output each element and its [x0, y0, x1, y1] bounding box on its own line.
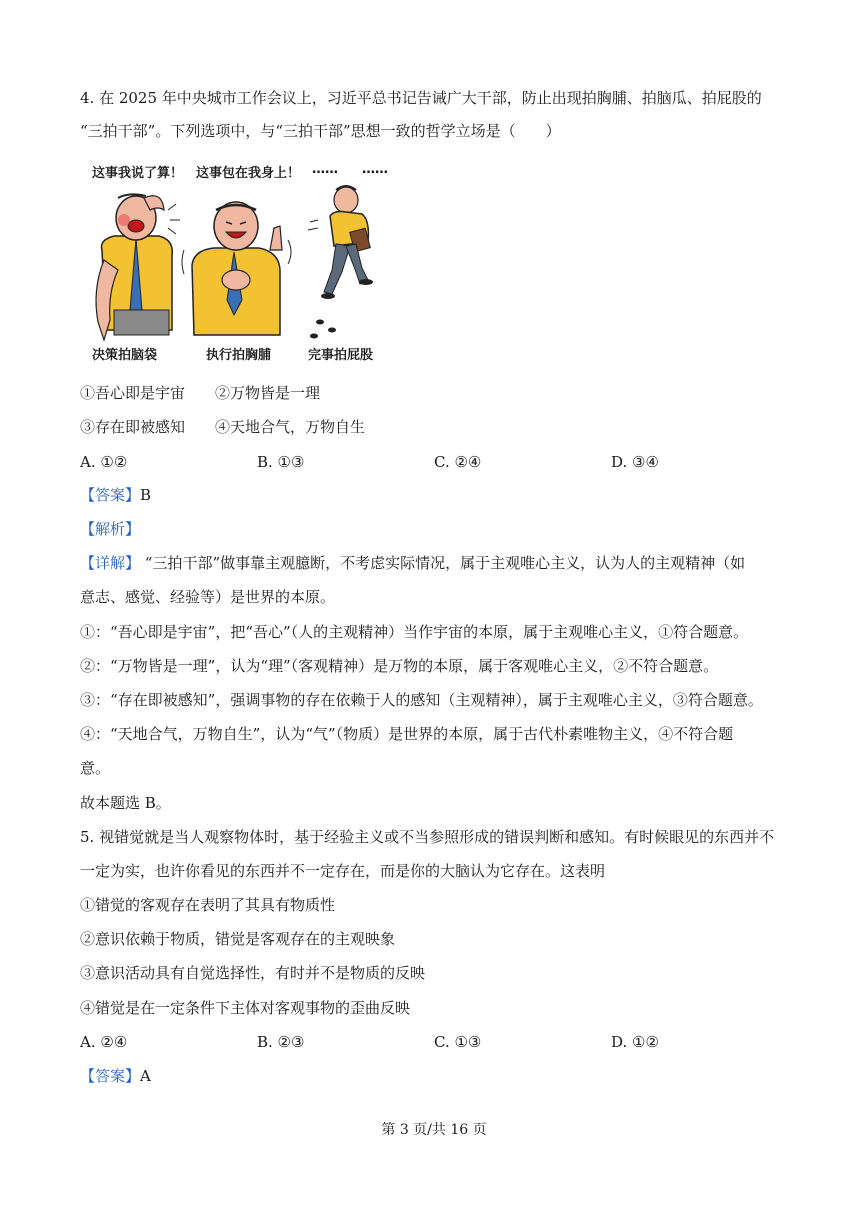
q5-stem-line2: 一定为实，也许你看见的东西并不一定存在，而是你的大脑认为它存在。这表明	[80, 862, 606, 880]
q4-stem-line2: “三拍干部”。下列选项中，与“三拍干部”思想一致的哲学立场是（ ）	[80, 122, 561, 140]
q5-option-b: B. ②③	[257, 1033, 305, 1051]
q5-stem-line1: 5. 视错觉就是当人观察物体时，基于经验主义或不当参照形成的错误判断和感知。有时候眼见的东西并不	[80, 828, 775, 846]
q4-explain-3: ③：“存在即被感知”，强调事物的存在依赖于人的感知（主观精神），属于主观唯心主义，③符合题意。	[80, 691, 763, 709]
answer-value: A	[140, 1067, 151, 1085]
q4-statements-line1: ①吾心即是宇宙 ②万物皆是一理	[80, 384, 321, 402]
q5-option-c: C. ①③	[434, 1033, 482, 1051]
figure-chest-thumper	[182, 202, 291, 335]
cartoon-caption-3: ……	[312, 162, 338, 177]
page-footer: 第 3 页/共 16 页	[381, 1122, 487, 1138]
cartoon-label-1: 决策拍脑袋	[92, 348, 158, 363]
q5-statement-1: ①错觉的客观存在表明了其具有物质性	[80, 896, 336, 914]
q4-answer	[80, 485, 151, 505]
q4-detail-line1	[80, 553, 745, 573]
analysis-tag: 【解析】	[80, 520, 141, 538]
cartoon-caption-4: ……	[362, 162, 388, 177]
q5-option-d: D. ①②	[611, 1033, 659, 1051]
answer-tag: 【答案】	[80, 1067, 141, 1085]
cartoon-label-3: 完事拍屁股	[308, 348, 374, 363]
detail-text-1: “三拍干部”做事靠主观臆断，不考虑实际情况，属于主观唯心主义，认为人的主观精神（如	[144, 554, 746, 572]
q4-detail-line2: 意志、感觉、经验等）是世界的本原。	[80, 588, 336, 606]
q4-option-a: A. ①②	[80, 453, 128, 471]
q5-statement-2: ②意识依赖于物质，错觉是客观存在的主观映象	[80, 930, 396, 948]
q5-answer	[80, 1066, 151, 1086]
q4-conclusion: 故本题选 B。	[80, 794, 171, 812]
three-pats-cartoon	[84, 158, 394, 363]
q4-explain-2: ②：“万物皆是一理”，认为“理”（客观精神）是万物的本原，属于客观唯心主义，②不符合题意。	[80, 657, 719, 675]
q4-explain-4a: ④：“天地合气，万物自生”，认为“气”（物质）是世界的本原，属于古代朴素唯物主义，④不符合题	[80, 725, 734, 743]
figure-head-slapper	[96, 194, 180, 340]
q4-explain-1: ①：“吾心即是宇宙”，把“吾心”（人的主观精神）当作宇宙的本原，属于主观唯心主义，①符合题意。	[80, 623, 749, 641]
q5-option-a: A. ②④	[80, 1033, 128, 1051]
q4-option-c: C. ②④	[434, 453, 482, 471]
q5-statement-4: ④错觉是在一定条件下主体对客观事物的歪曲反映	[80, 999, 411, 1017]
cartoon-caption-1: 这事我说了算！	[92, 166, 184, 181]
q4-statements-line2: ③存在即被感知 ④天地合气，万物自生	[80, 418, 366, 436]
q4-option-b: B. ①③	[257, 453, 305, 471]
cartoon-caption-2: 这事包在我身上！	[196, 166, 301, 181]
q4-stem-line1: 4. 在 2025 年中央城市工作会议上，习近平总书记告诫广大干部，防止出现拍胸脯、拍脑瓜、拍屁股的	[80, 89, 762, 107]
q5-statement-3: ③意识活动具有自觉选择性，有时并不是物质的反映	[80, 964, 426, 982]
cartoon-label-2: 执行拍胸脯	[206, 348, 272, 363]
q4-explain-4b: 意。	[80, 759, 111, 777]
answer-value: B	[140, 486, 152, 504]
q4-option-d: D. ③④	[611, 453, 659, 471]
q4-analysis-tag	[80, 519, 140, 539]
figure-walking-away	[308, 186, 373, 339]
cartoon-drawing	[84, 180, 394, 350]
answer-tag: 【答案】	[80, 486, 141, 504]
detail-tag: 【详解】	[80, 554, 141, 572]
